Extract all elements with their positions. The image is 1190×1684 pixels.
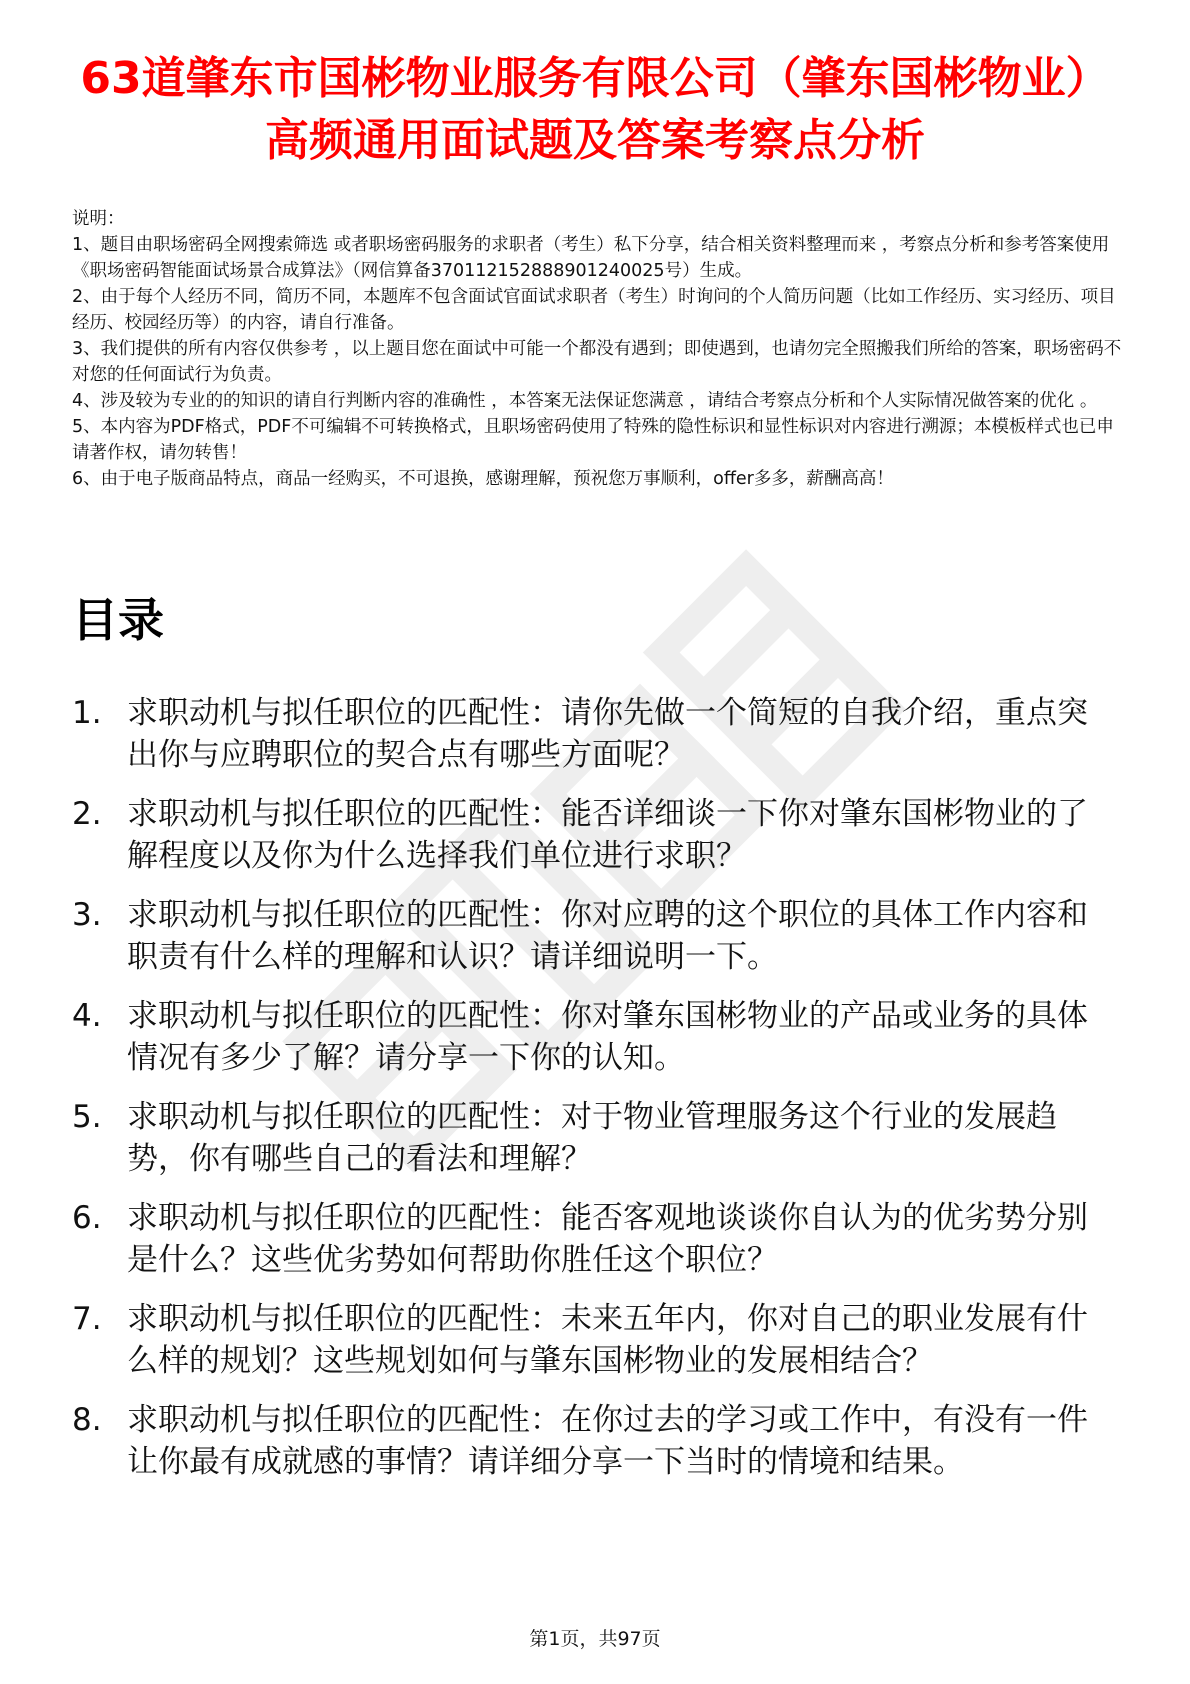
toc-item[interactable] (72, 793, 1112, 877)
notes-heading: 说明： (72, 209, 125, 229)
toc-item-text: 求职动机与拟任职位的匹配性：能否详细谈一下你对肇东国彬物业的了解程度以及你为什么选择我们单位进行求职？ (127, 796, 1088, 874)
document-title: 63道肇东市国彬物业服务有限公司（肇东国彬物业）高频通用面试题及答案考察点分析 (80, 53, 1110, 166)
notes-section (72, 206, 1122, 492)
toc-item-text: 求职动机与拟任职位的匹配性：在你过去的学习或工作中，有没有一件让你最有成就感的事情？请详细分享一下当时的情境和结果。 (127, 1402, 1088, 1480)
toc-item-number: 8. (72, 1402, 102, 1438)
toc-item[interactable] (72, 995, 1112, 1079)
toc-item-number: 7. (72, 1301, 102, 1337)
table-of-contents (72, 692, 1112, 1500)
toc-item[interactable] (72, 1096, 1112, 1180)
toc-item-number: 4. (72, 998, 102, 1034)
toc-item[interactable] (72, 894, 1112, 978)
toc-item-number: 2. (72, 796, 102, 832)
toc-item-number: 5. (72, 1099, 102, 1135)
note-item: 3、我们提供的所有内容仅供参考 ，以上题目您在面试中可能一个都没有遇到；即使遇到，也请勿完全照搬我们所给的答案，职场密码不对您的任何面试行为负责。 (72, 339, 1122, 385)
note-item: 2、由于每个人经历不同，简历不同，本题库不包含面试官面试求职者（考生）时询问的个人简历问题（比如工作经历、实习经历、项目经历、校园经历等）的内容，请自行准备。 (72, 287, 1116, 333)
toc-item[interactable] (72, 692, 1112, 776)
toc-item-number: 6. (72, 1200, 102, 1236)
note-item: 4、涉及较为专业的的知识的请自行判断内容的准确性 ，本答案无法保证您满意 ，请结合考察点分析和个人实际情况做答案的优化 。 (72, 391, 1098, 411)
toc-item-text: 求职动机与拟任职位的匹配性：请你先做一个简短的自我介绍，重点突出你与应聘职位的契合点有哪些方面呢？ (127, 695, 1088, 773)
note-item: 5、本内容为PDF格式，PDF不可编辑不可转换格式，且职场密码使用了特殊的隐性标识和显性标识对内容进行溯源；本模板样式也已申请著作权，请勿转售！ (72, 417, 1114, 463)
toc-item-number: 1. (72, 695, 102, 731)
note-item: 1、题目由职场密码全网搜索筛选 或者职场密码服务的求职者（考生）私下分享，结合相关资料整理而来 ，考察点分析和参考答案使用《职场密码智能面试场景合成算法》（网信算备370112152888901240025号）生成。 (72, 235, 1110, 281)
page-number-footer: 第1页，共97页 (529, 1628, 661, 1650)
toc-item[interactable] (72, 1399, 1112, 1483)
toc-item-text: 求职动机与拟任职位的匹配性：你对肇东国彬物业的产品或业务的具体情况有多少了解？请分享一下你的认知。 (127, 998, 1088, 1076)
toc-item-text: 求职动机与拟任职位的匹配性：你对应聘的这个职位的具体工作内容和职责有什么样的理解和认识？请详细说明一下。 (127, 897, 1088, 975)
toc-item-number: 3. (72, 897, 102, 933)
toc-item[interactable] (72, 1197, 1112, 1281)
toc-item-text: 求职动机与拟任职位的匹配性：能否客观地谈谈你自认为的优劣势分别是什么？这些优劣势如何帮助你胜任这个职位？ (127, 1200, 1088, 1278)
toc-item-text: 求职动机与拟任职位的匹配性：对于物业管理服务这个行业的发展趋势，你有哪些自己的看法和理解？ (127, 1099, 1057, 1177)
toc-heading: 目录 (72, 593, 164, 647)
toc-item-text: 求职动机与拟任职位的匹配性：未来五年内，你对自己的职业发展有什么样的规划？这些规划如何与肇东国彬物业的发展相结合？ (127, 1301, 1088, 1379)
note-item: 6、由于电子版商品特点，商品一经购买，不可退换，感谢理解，预祝您万事顺利，offer多多，薪酬高高！ (72, 469, 894, 489)
toc-item[interactable] (72, 1298, 1112, 1382)
